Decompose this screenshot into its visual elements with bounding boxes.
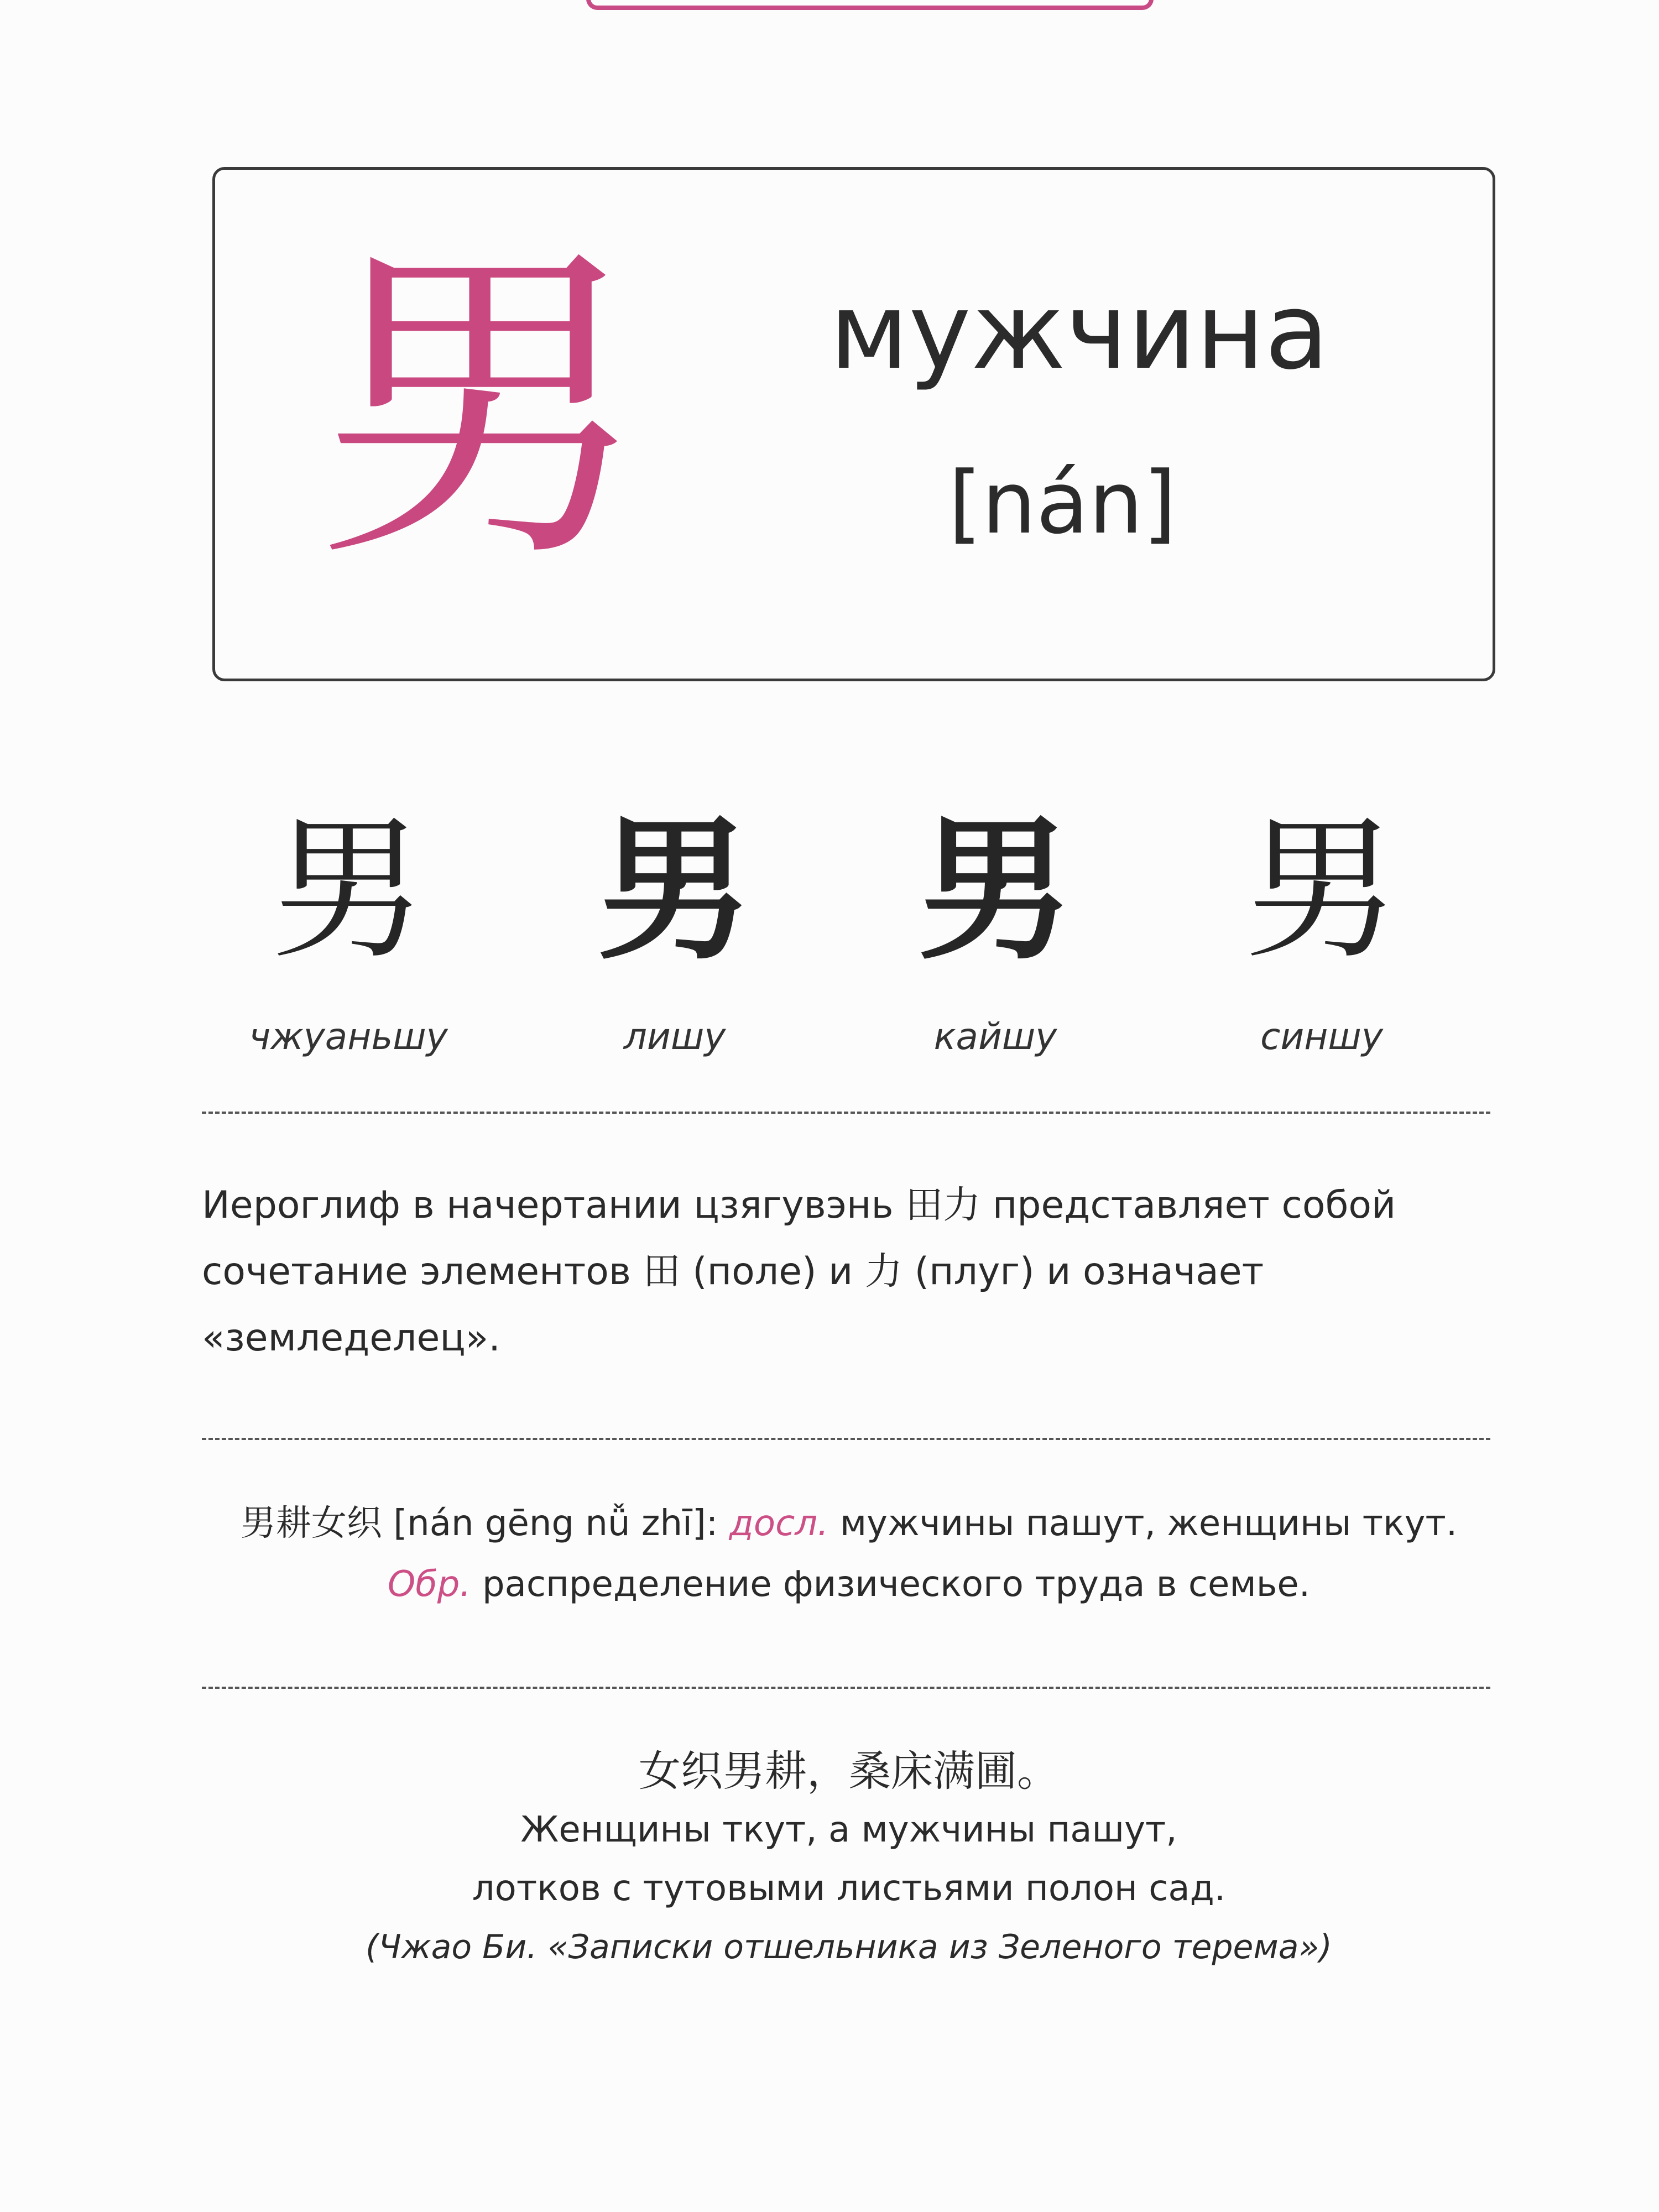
script-form-kaishu [879, 785, 1112, 1095]
idiom-hanzi: 男耕女织 [240, 1503, 382, 1544]
explanation-paragraph [202, 1172, 1496, 1360]
idiom-line-1 [202, 1493, 1496, 1554]
script-form-zhuanshu [232, 785, 465, 1095]
script-label: синшу [1260, 1015, 1383, 1058]
poem-block [202, 1742, 1496, 2018]
plough-glyph: 力 [865, 1250, 903, 1293]
hero-pinyin: [nán] [948, 453, 1177, 553]
script-glyph: 男 [271, 800, 426, 980]
explanation-text: представляет собой сочетание элементов [202, 1183, 1396, 1293]
idiom-literal-label: досл. [729, 1503, 829, 1544]
explanation-text: (плуг) и означает «земледелец». [202, 1250, 1264, 1360]
idiom-figurative-label: Обр. [387, 1564, 471, 1605]
explanation-text: (поле) и [680, 1250, 865, 1293]
script-form-xingshu [1206, 785, 1438, 1095]
idiom-figurative-text: распределение физического труда в семье. [482, 1564, 1311, 1605]
hero-meaning: мужчина [830, 270, 1329, 393]
idiom-pinyin: [nán gēng nǚ zhī]: [393, 1503, 718, 1544]
field-glyph: 田 [643, 1250, 681, 1293]
divider [202, 1112, 1490, 1114]
script-forms [232, 785, 1449, 1095]
script-label: лишу [623, 1015, 726, 1058]
script-label: кайшу [933, 1015, 1057, 1058]
explanation-text: Иероглиф в начертании цзягувэнь [202, 1183, 906, 1227]
script-label: чжуаньшу [249, 1015, 448, 1058]
poem-source: (Чжао Би. «Записки отшельника из Зеленого терема») [366, 1928, 1332, 1966]
jiaguwen-glyph: 田力 [905, 1183, 981, 1227]
script-glyph: 男 [918, 799, 1073, 981]
top-tab-decoration [586, 0, 1154, 10]
script-glyph: 男 [597, 799, 752, 981]
script-glyph: 男 [1244, 800, 1399, 980]
poem-line-2: лотков с тутовыми листьями полон сад. [472, 1868, 1226, 1909]
idiom-block [202, 1493, 1496, 1637]
script-form-lishu [559, 785, 791, 1095]
idiom-literal-text: мужчины пашут, женщины ткут. [839, 1503, 1458, 1544]
idiom-line-2 [202, 1554, 1496, 1615]
poem-line-1: Женщины ткут, а мужчины пашут, [520, 1809, 1177, 1850]
hero-character: 男 [315, 216, 647, 602]
divider [202, 1438, 1490, 1440]
divider [202, 1687, 1490, 1689]
poem-hanzi: 女织男耕，桑床满圃。 [639, 1746, 1059, 1796]
